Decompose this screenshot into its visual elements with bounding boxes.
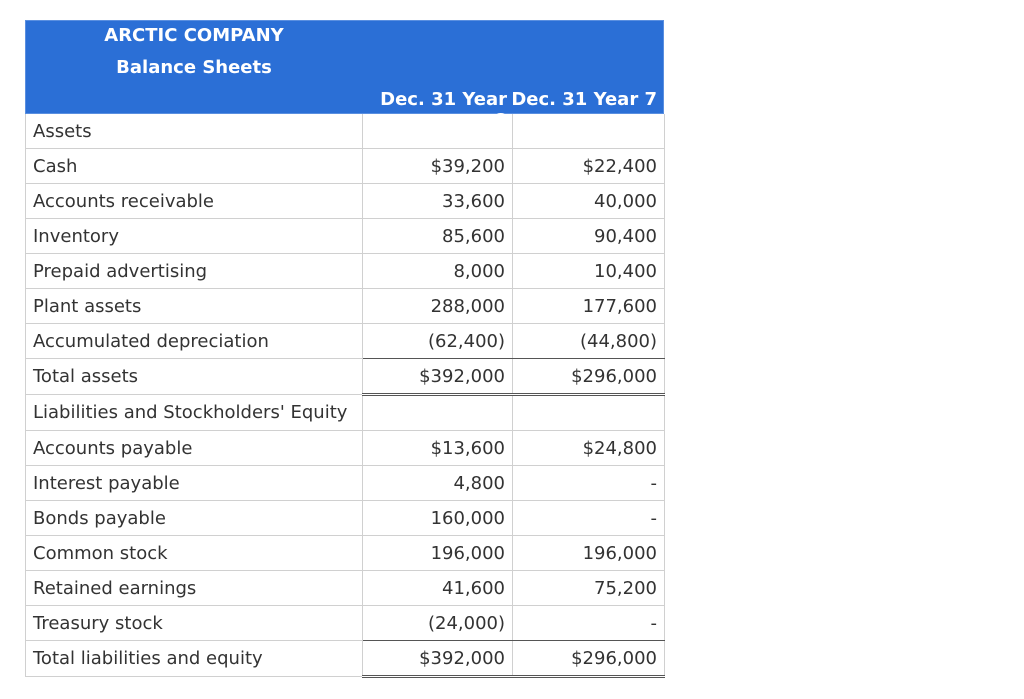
company-name: ARCTIC COMPANY xyxy=(104,25,284,46)
row-label: Retained earnings xyxy=(26,571,363,606)
row-label: Treasury stock xyxy=(26,606,363,641)
table-row xyxy=(26,289,665,324)
value-year-8: 196,000 xyxy=(363,536,513,571)
value-year-7 xyxy=(513,114,665,149)
value-year-8: 41,600 xyxy=(363,571,513,606)
value-year-8: 85,600 xyxy=(363,219,513,254)
row-label: Liabilities and Stockholders' Equity xyxy=(26,395,363,431)
value-year-7: 40,000 xyxy=(513,184,665,219)
table-row xyxy=(26,149,665,184)
row-label: Accounts receivable xyxy=(26,184,363,219)
row-label: Total liabilities and equity xyxy=(26,641,363,677)
value-year-8 xyxy=(363,395,513,431)
row-label: Total assets xyxy=(26,359,363,395)
row-label: Accumulated depreciation xyxy=(26,324,363,359)
value-year-7 xyxy=(513,395,665,431)
table-row xyxy=(26,501,665,536)
value-year-7: 10,400 xyxy=(513,254,665,289)
value-year-8: $13,600 xyxy=(363,431,513,466)
table-row xyxy=(26,571,665,606)
total-row xyxy=(26,359,665,395)
row-label: Common stock xyxy=(26,536,363,571)
row-label: Assets xyxy=(26,114,363,149)
table-row xyxy=(26,324,665,359)
table-row xyxy=(26,536,665,571)
value-year-8: $392,000 xyxy=(363,641,513,677)
value-year-7: 90,400 xyxy=(513,219,665,254)
total-row xyxy=(26,641,665,677)
value-year-7: $296,000 xyxy=(513,641,665,677)
section-header-row xyxy=(26,395,665,431)
value-year-7: 196,000 xyxy=(513,536,665,571)
value-year-8: 4,800 xyxy=(363,466,513,501)
value-year-8: 288,000 xyxy=(363,289,513,324)
value-year-8: $392,000 xyxy=(363,359,513,395)
table-row xyxy=(26,219,665,254)
row-label: Interest payable xyxy=(26,466,363,501)
value-year-7: 177,600 xyxy=(513,289,665,324)
value-year-7: $296,000 xyxy=(513,359,665,395)
value-year-8: 160,000 xyxy=(363,501,513,536)
row-label: Bonds payable xyxy=(26,501,363,536)
value-year-7: 75,200 xyxy=(513,571,665,606)
table-row xyxy=(26,254,665,289)
table-row xyxy=(26,466,665,501)
sheet-subtitle: Balance Sheets xyxy=(116,57,272,78)
section-header-row xyxy=(26,114,665,149)
table-row xyxy=(26,431,665,466)
row-label: Plant assets xyxy=(26,289,363,324)
value-year-8: $39,200 xyxy=(363,149,513,184)
value-year-7: - xyxy=(513,606,665,641)
balance-sheet xyxy=(25,20,664,678)
value-year-8: 8,000 xyxy=(363,254,513,289)
value-year-7: $24,800 xyxy=(513,431,665,466)
value-year-8: (24,000) xyxy=(363,606,513,641)
value-year-8: 33,600 xyxy=(363,184,513,219)
value-year-7: - xyxy=(513,501,665,536)
row-label: Accounts payable xyxy=(26,431,363,466)
row-label: Cash xyxy=(26,149,363,184)
table-row xyxy=(26,184,665,219)
value-year-7: (44,800) xyxy=(513,324,665,359)
row-label: Inventory xyxy=(26,219,363,254)
column-header-year-8: Dec. 31 Year 8 xyxy=(380,89,507,131)
value-year-7: $22,400 xyxy=(513,149,665,184)
value-year-7: - xyxy=(513,466,665,501)
balance-table xyxy=(25,114,665,678)
column-header-year-7: Dec. 31 Year 7 xyxy=(511,89,657,110)
row-label: Prepaid advertising xyxy=(26,254,363,289)
value-year-8: (62,400) xyxy=(363,324,513,359)
table-row xyxy=(26,606,665,641)
